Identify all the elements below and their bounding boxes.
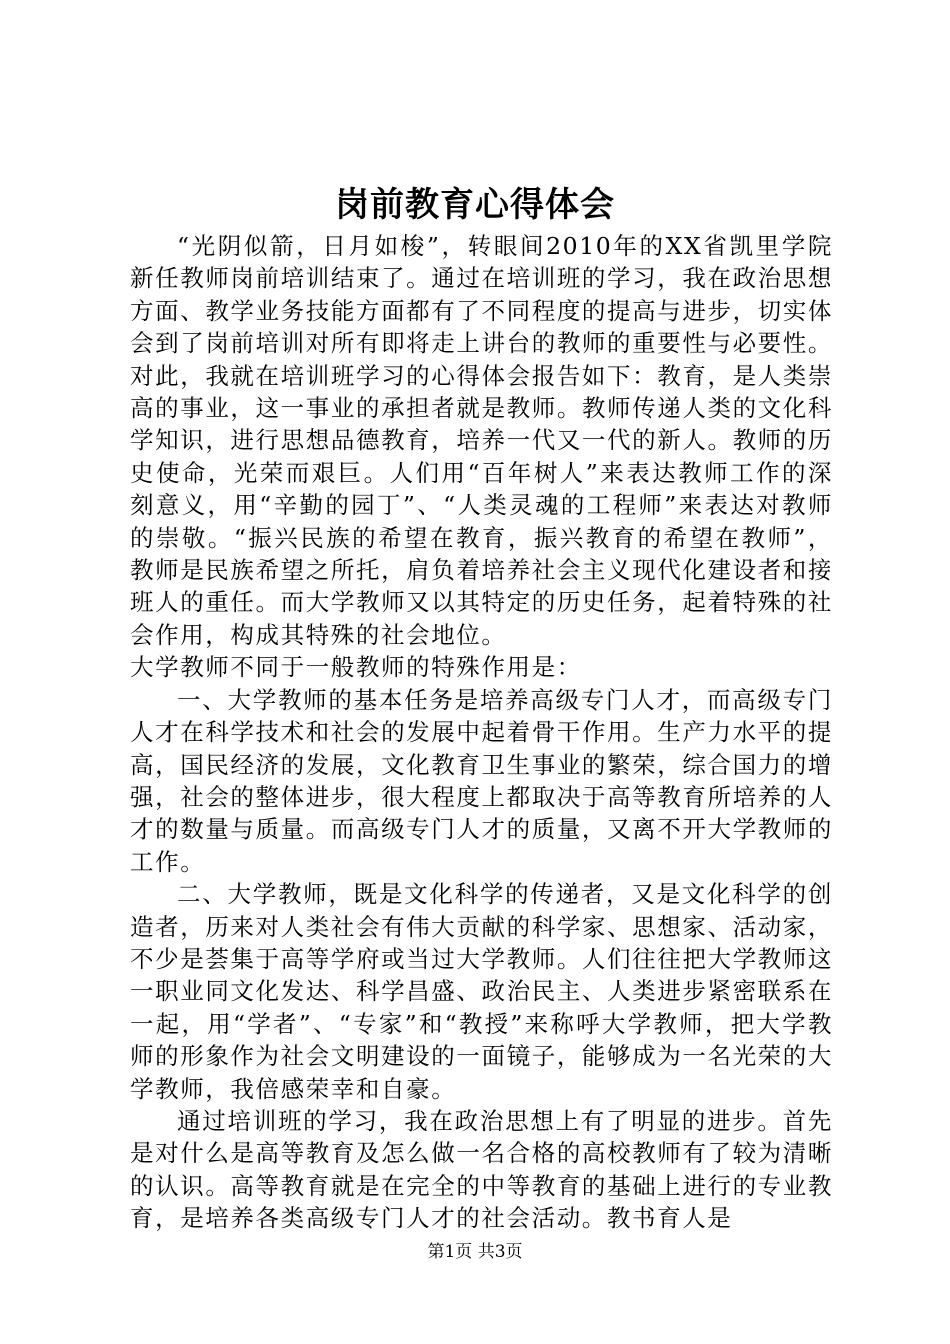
document-body bbox=[130, 230, 833, 1235]
paragraph-point-one: 一、大学教师的基本任务是培养高级专门人才，而高级专门人才在科学技术和社会的发展中起着骨干作用。生产力水平的提高，国民经济的发展，文化教育卫生事业的繁荣，综合国力的增强，社会的整体进步，很大程度上都取决于高等教育所培养的人才的数量与质量。而高级专门人才的质量，又离不开大学教师的工作。 bbox=[130, 685, 833, 876]
paragraph-point-two: 二、大学教师，既是文化科学的传递者，又是文化科学的创造者，历来对人类社会有伟大贡献的科学家、思想家、活动家，不少是荟集于高等学府或当过大学教师。人们往往把大学教师这一职业同文化发达、科学昌盛、政治民主、人类进步紧密联系在一起，用“学者”、“专家”和“教授”来称呼大学教师，把大学教师的形象作为社会文明建设的一面镜子，能够成为一名光荣的大学教师，我倍感荣幸和自豪。 bbox=[130, 880, 833, 1103]
paragraph-intro: “光阴似箭，日月如梭”，转眼间2010年的XX省凯里学院新任教师岗前培训结束了。通过在培训班的学习，我在政治思想方面、教学业务技能方面都有了不同程度的提高与进步，切实体会到了岗前培训对所有即将走上讲台的教师的重要性与必要性。对此，我就在培训班学习的心得体会报告如下：教育，是人类崇高的事业，这一事业的承担者就是教师。教师传递人类的文化科学知识，进行思想品德教育，培养一代又一代的新人。教师的历史使命，光荣而艰巨。人们用“百年树人”来表达教师工作的深刻意义，用“辛勤的园丁”、“人类灵魂的工程师”来表达对教师的崇敬。“振兴民族的希望在教育，振兴教育的希望在教师”，教师是民族希望之所托，肩负着培养社会主义现代化建设者和接班人的重任。而大学教师又以其特定的历史任务，起着特殊的社会作用，构成其特殊的社会地位。 bbox=[130, 232, 833, 649]
paragraph-training-progress: 通过培训班的学习，我在政治思想上有了明显的进步。首先是对什么是高等教育及怎么做一名合格的高校教师有了较为清晰的认识。高等教育就是在完全的中等教育的基础上进行的专业教育，是培养各类高级专门人才的社会活动。教书育人是 bbox=[130, 1106, 833, 1233]
paragraph-special-role-lead: 大学教师不同于一般教师的特殊作用是： bbox=[130, 653, 582, 682]
page-number-footer: 第1页 共3页 bbox=[427, 1242, 523, 1262]
document-title: 岗前教育心得体会 bbox=[335, 185, 615, 225]
